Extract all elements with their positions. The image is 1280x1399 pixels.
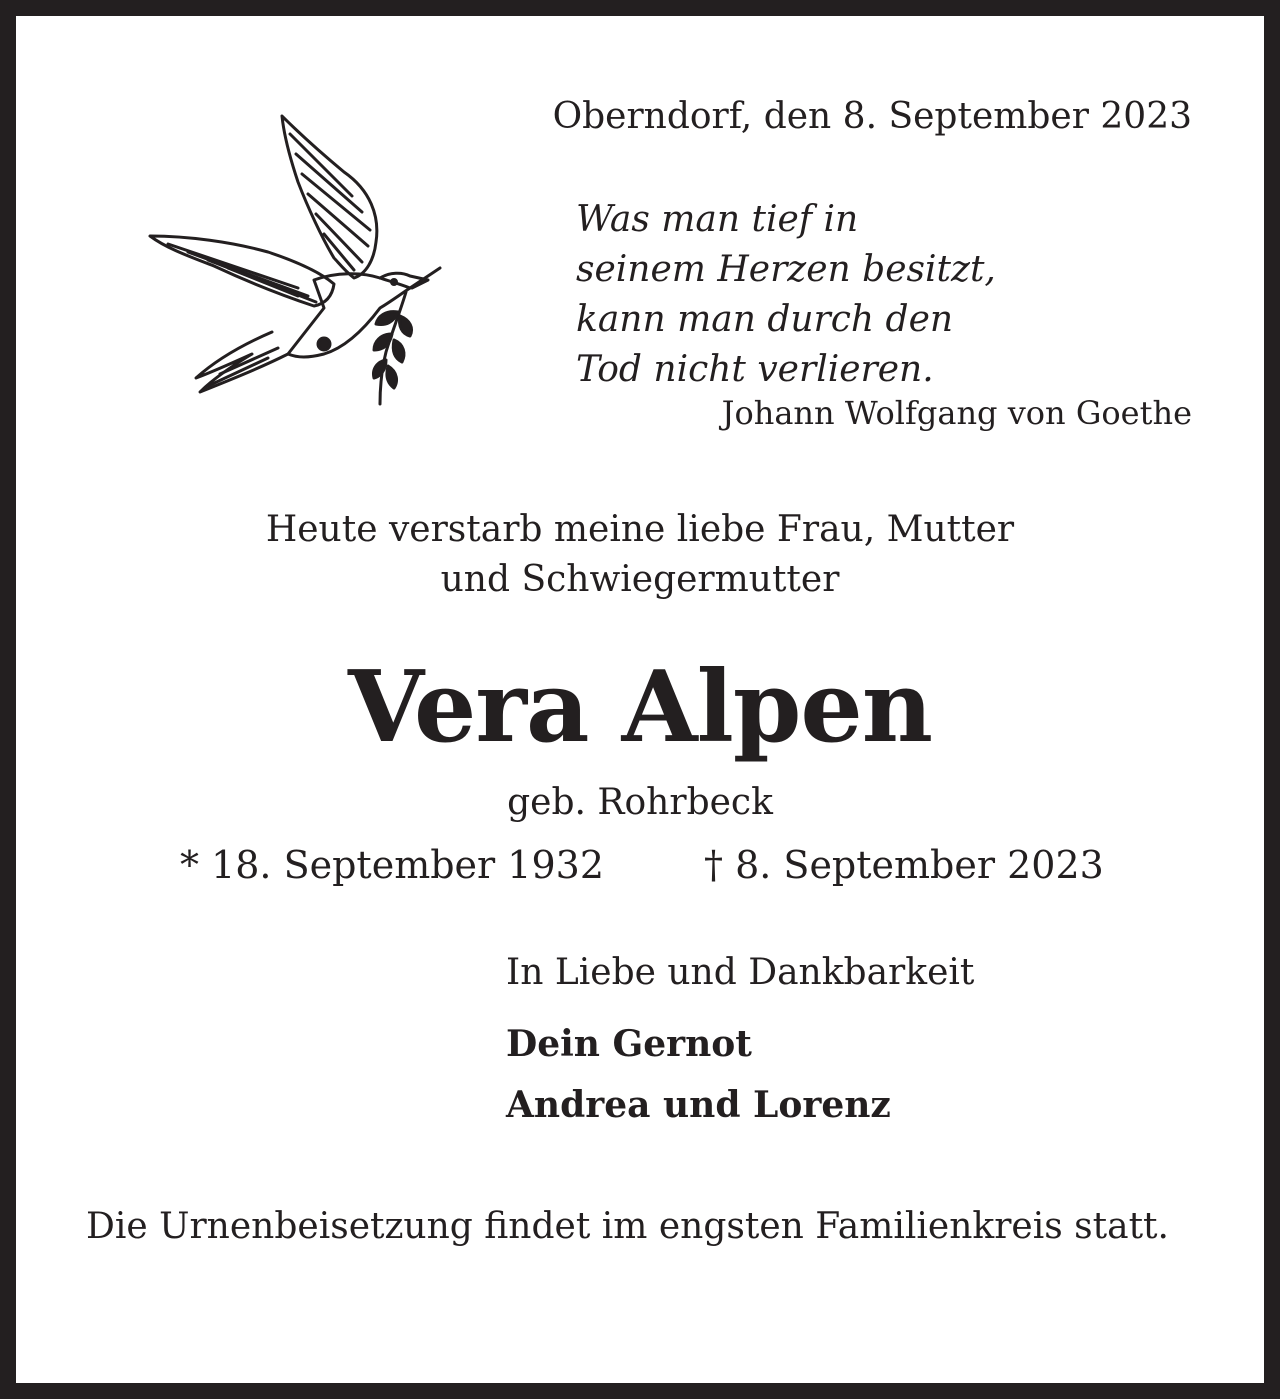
dove-with-olive-branch-icon [148,112,444,410]
signatory: Dein Gernot [506,1023,752,1065]
place-date: Oberndorf, den 8. September 2023 [552,96,1192,137]
quote-line: Tod nicht verlieren. [576,349,934,390]
quote-line: kann man durch den [576,299,954,340]
goethe-quote [576,195,996,395]
quote-line: seinem Herzen besitzt, [576,249,996,290]
birth-date: * 18. September 1932 [180,843,604,887]
maiden-name: geb. Rohrbeck [507,782,773,823]
quote-line: Was man tief in [576,199,859,240]
death-announcement [0,505,1280,605]
deceased-name: Vera Alpen [347,650,933,765]
signatory: Andrea und Lorenz [506,1084,891,1126]
announcement-line: Heute verstarb meine liebe Frau, Mutter [265,509,1015,550]
death-date: † 8. September 2023 [704,843,1104,887]
closing-phrase: In Liebe und Dankbarkeit [506,952,975,993]
quote-author: Johann Wolfgang von Goethe [721,394,1192,432]
burial-note: Die Urnenbeisetzung findet im engsten Familienkreis statt. [86,1206,1169,1247]
announcement-line: und Schwiegermutter [440,559,840,600]
